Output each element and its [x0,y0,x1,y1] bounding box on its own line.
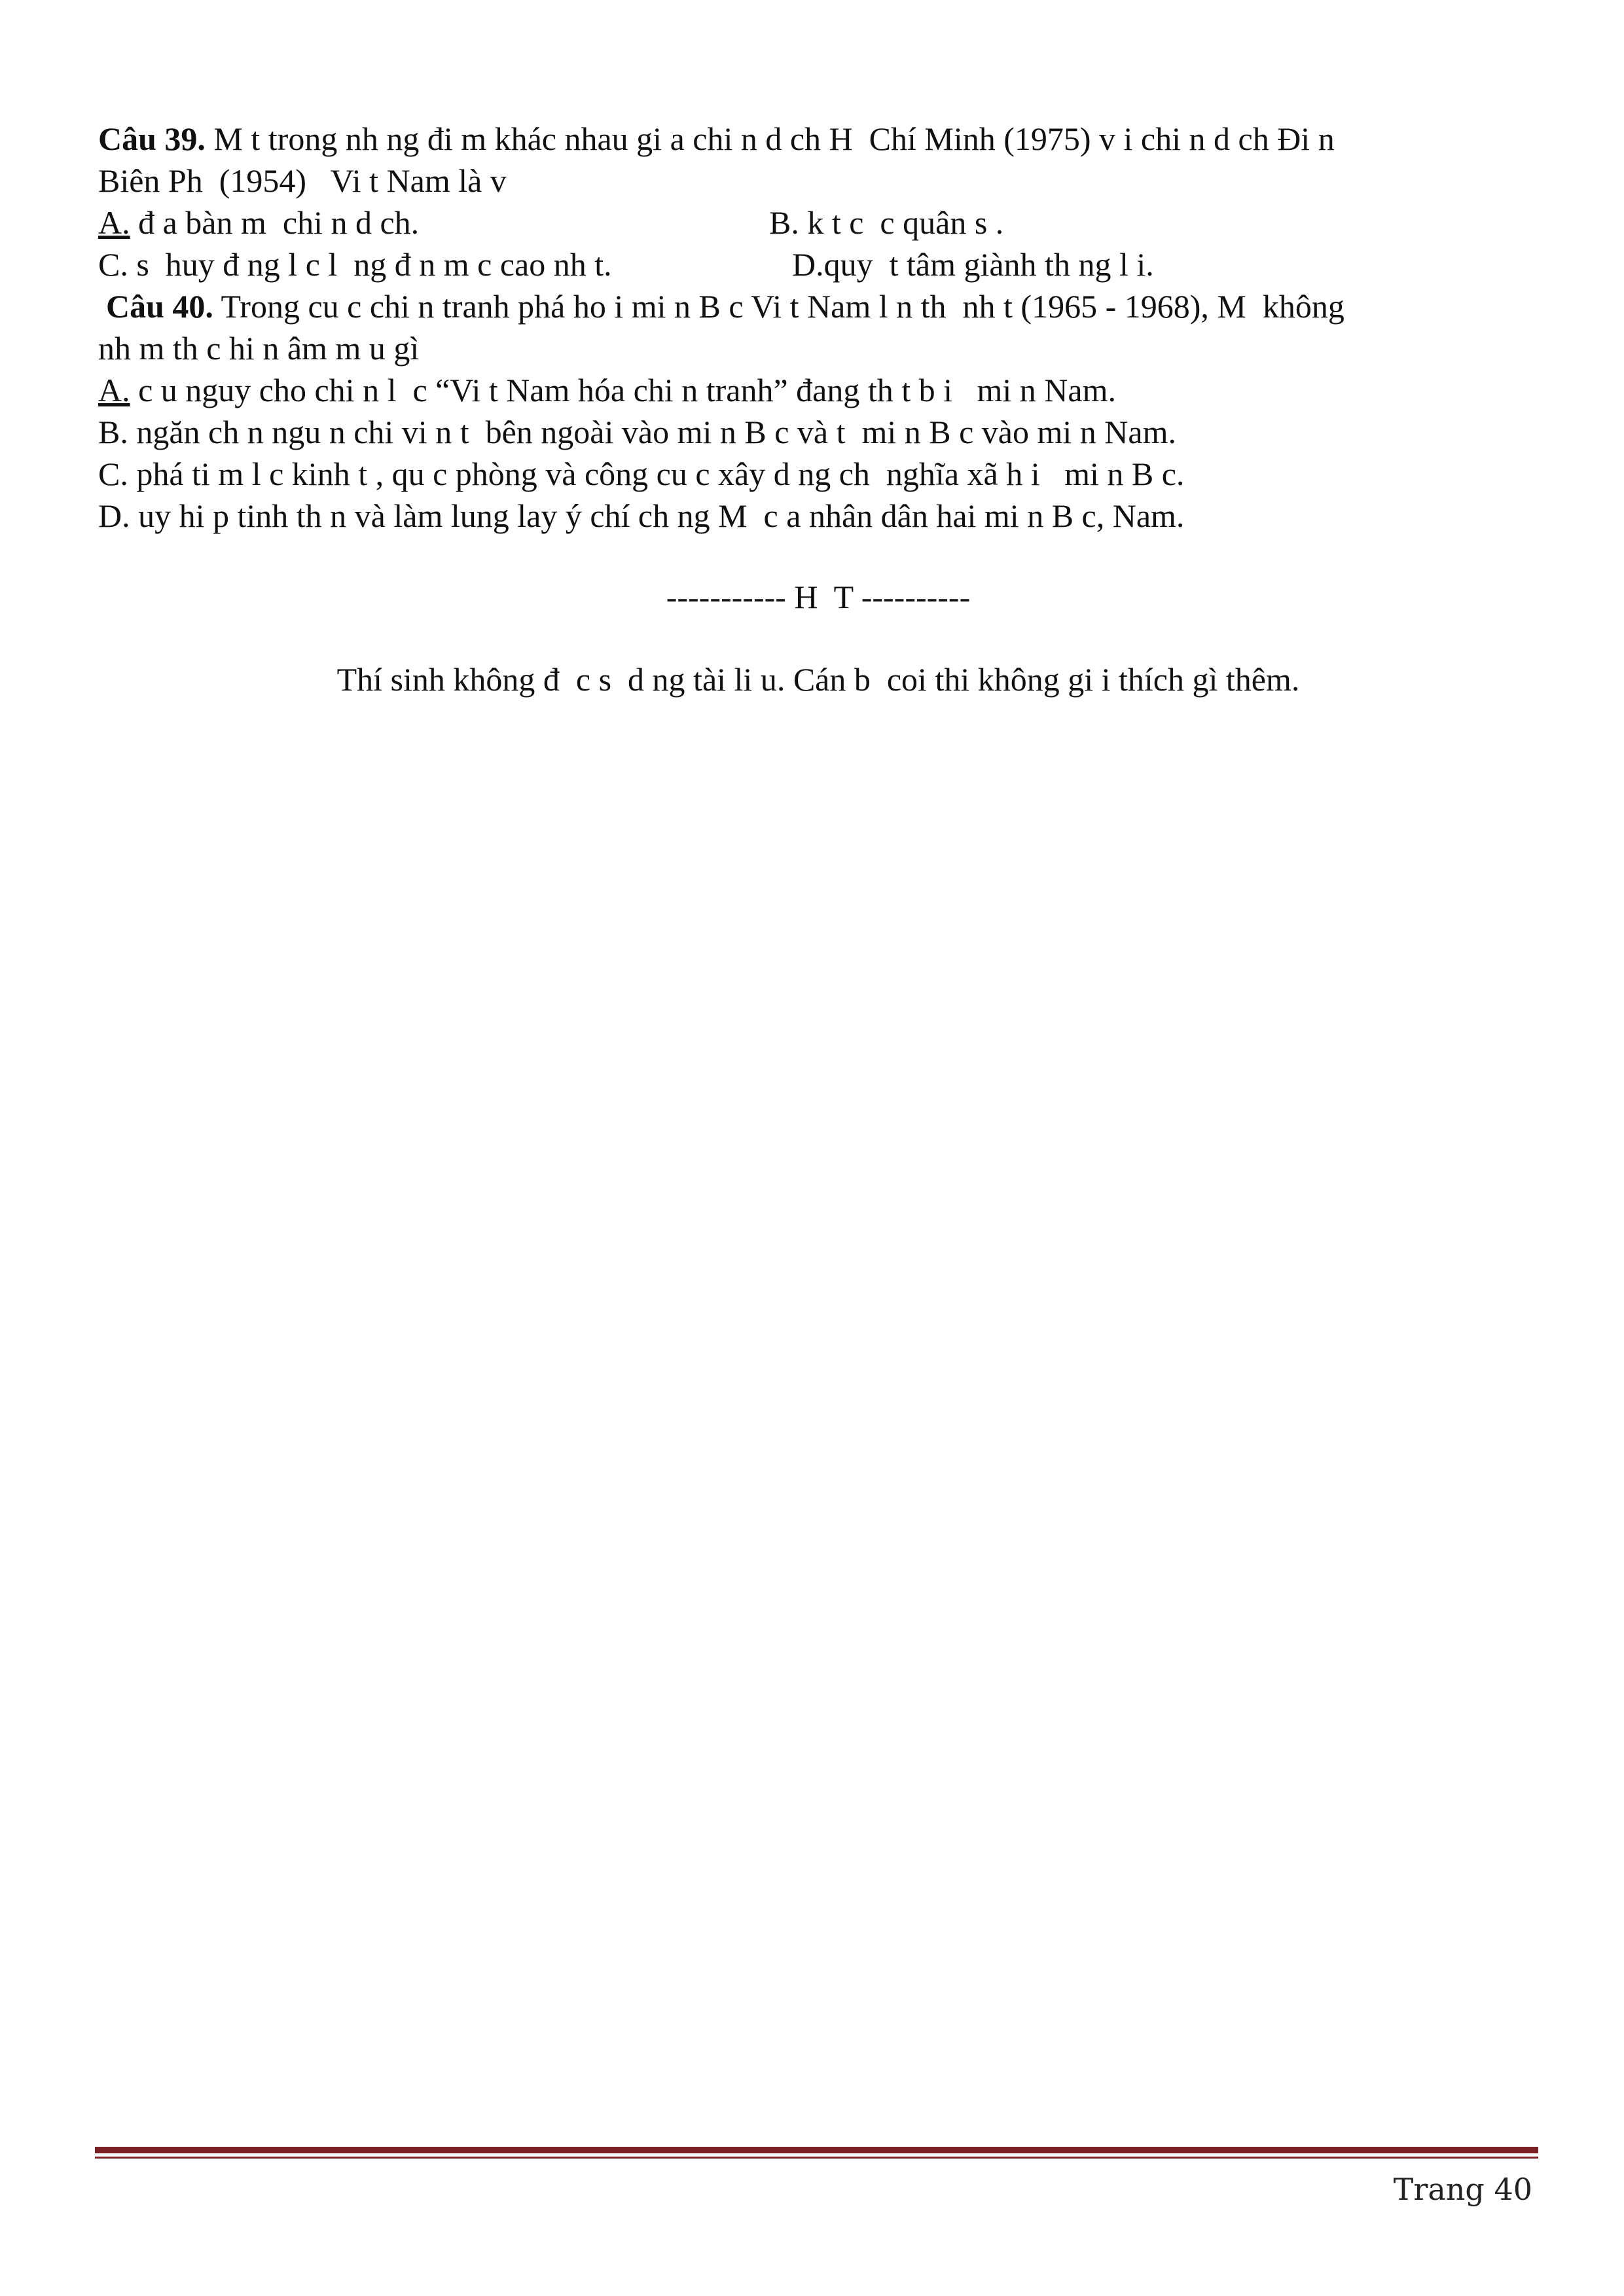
page-number: Trang 40 [1393,2172,1532,2207]
q39-option-a-letter: A. [98,204,130,241]
q39-option-d: D.quy t tâm giành th ng l i. [792,246,1154,283]
q40-stem-text-1: Trong cu c chi n tranh phá ho i mi n B c Vi t Nam l n th nh t (1965 - 1968), M không [213,288,1344,325]
q39-options-row-1 [98,202,1538,243]
q40-option-c: C. phá ti m l c kinh t , qu c phòng và công cu c xây d ng ch nghĩa xã h i mi n B c. [98,456,1185,492]
q39-option-a [98,202,419,243]
end-marker: ----------- H T ---------- [666,579,971,615]
footer-rule-thick [95,2147,1538,2153]
q39-stem-text-1: M t trong nh ng đi m khác nhau gi a chi n d ch H Chí Minh (1975) v i chi n d ch Đi n [205,120,1335,157]
q39-option-c: C. s huy đ ng l c l ng đ n m c cao nh t. [98,246,612,283]
q40-option-a [98,369,1538,411]
q39-label: Câu 39. [98,120,206,157]
q40-option-b: B. ngăn ch n ngu n chi vi n t bên ngoài vào mi n B c và t mi n B c vào mi n Nam. [98,414,1176,450]
candidate-note: Thí sinh không đ c s d ng tài li u. Cán b coi thi không gi i thích gì thêm. [336,661,1300,698]
q40-option-a-letter: A. [98,372,130,408]
q40-stem-line-1 [98,285,1538,327]
q40-option-d: D. uy hi p tinh th n và làm lung lay ý chí ch ng M c a nhân dân hai mi n B c, Nam. [98,497,1185,534]
q39-stem-line-1 [98,118,1538,160]
q40-label: Câu 40. [106,288,213,325]
q39-options-row-2 [98,243,1538,285]
exam-content [98,118,1538,698]
q39-option-b: B. k t c c quân s . [769,204,1004,241]
q40-option-a-text: c u nguy cho chi n l c “Vi t Nam hóa chi n tranh” đang th t b i mi n Nam. [130,372,1116,408]
q40-stem-line-2: nh m th c hi n âm m u gì [98,330,420,367]
q39-option-a-text: đ a bàn m chi n d ch. [130,204,420,241]
footer-rule-thin [95,2157,1538,2159]
q39-stem-line-2: Biên Ph (1954) Vi t Nam là v [98,162,507,199]
